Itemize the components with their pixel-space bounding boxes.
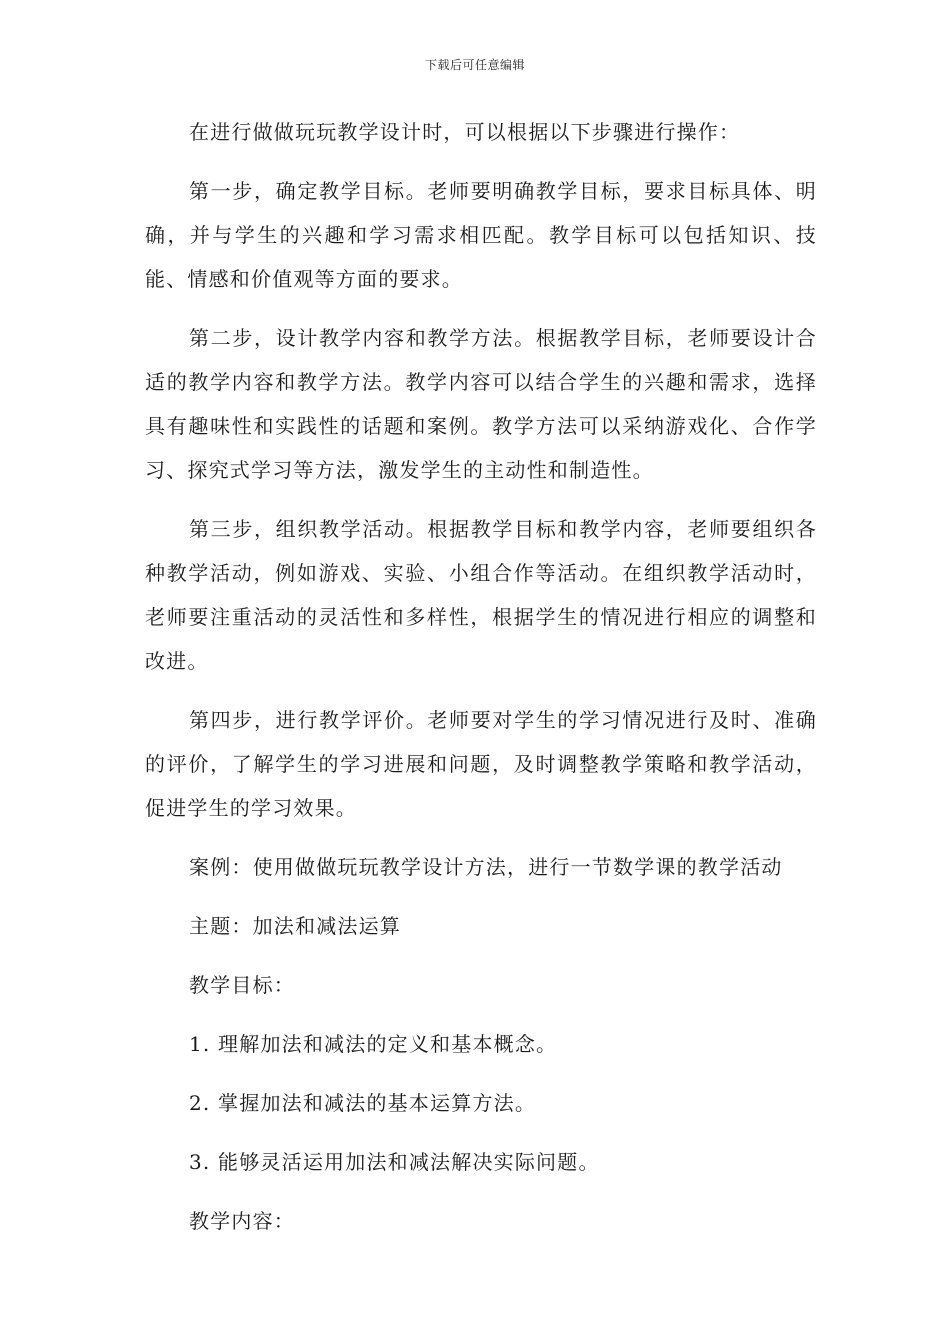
document-body [145, 110, 817, 1258]
paragraph-case: 案例：使用做做玩玩教学设计方法，进行一节数学课的教学活动 [189, 855, 783, 879]
paragraph-objectives-heading: 教学目标： [189, 973, 295, 997]
paragraph-intro: 在进行做做玩玩教学设计时，可以根据以下步骤进行操作： [189, 120, 741, 144]
paragraph-topic: 主题：加法和减法运算 [189, 914, 401, 938]
objective-item-2: 2. 掌握加法和减法的基本运算方法。 [189, 1091, 537, 1115]
objective-item-3: 3. 能够灵活运用加法和减法解决实际问题。 [189, 1150, 600, 1174]
paragraph-content-heading: 教学内容： [189, 1209, 295, 1233]
paragraph-step-2: 第二步，设计教学内容和教学方法。根据教学目标，老师要设计合适的教学内容和教学方法。教学内容可以结合学生的兴趣和需求，选择具有趣味性和实践性的话题和案例。教学方法可以采纳游戏化、合作学习、探究式学习等方法，激发学生的主动性和制造性。 [145, 326, 817, 482]
paragraph-step-3: 第三步，组织教学活动。根据教学目标和教学内容，老师要组织各种教学活动，例如游戏、实验、小组合作等活动。在组织教学活动时，老师要注重活动的灵活性和多样性，根据学生的情况进行相应的调整和改进。 [145, 517, 817, 673]
paragraph-step-4: 第四步，进行教学评价。老师要对学生的学习情况进行及时、准确的评价，了解学生的学习进展和问题，及时调整教学策略和教学活动，促进学生的学习效果。 [145, 708, 817, 820]
objective-item-1: 1. 理解加法和减法的定义和基本概念。 [189, 1032, 558, 1056]
paragraph-step-1: 第一步，确定教学目标。老师要明确教学目标，要求目标具体、明确，并与学生的兴趣和学习需求相匹配。教学目标可以包括知识、技能、情感和价值观等方面的要求。 [145, 179, 817, 291]
page-header: 下载后可任意编辑 [424, 58, 525, 72]
